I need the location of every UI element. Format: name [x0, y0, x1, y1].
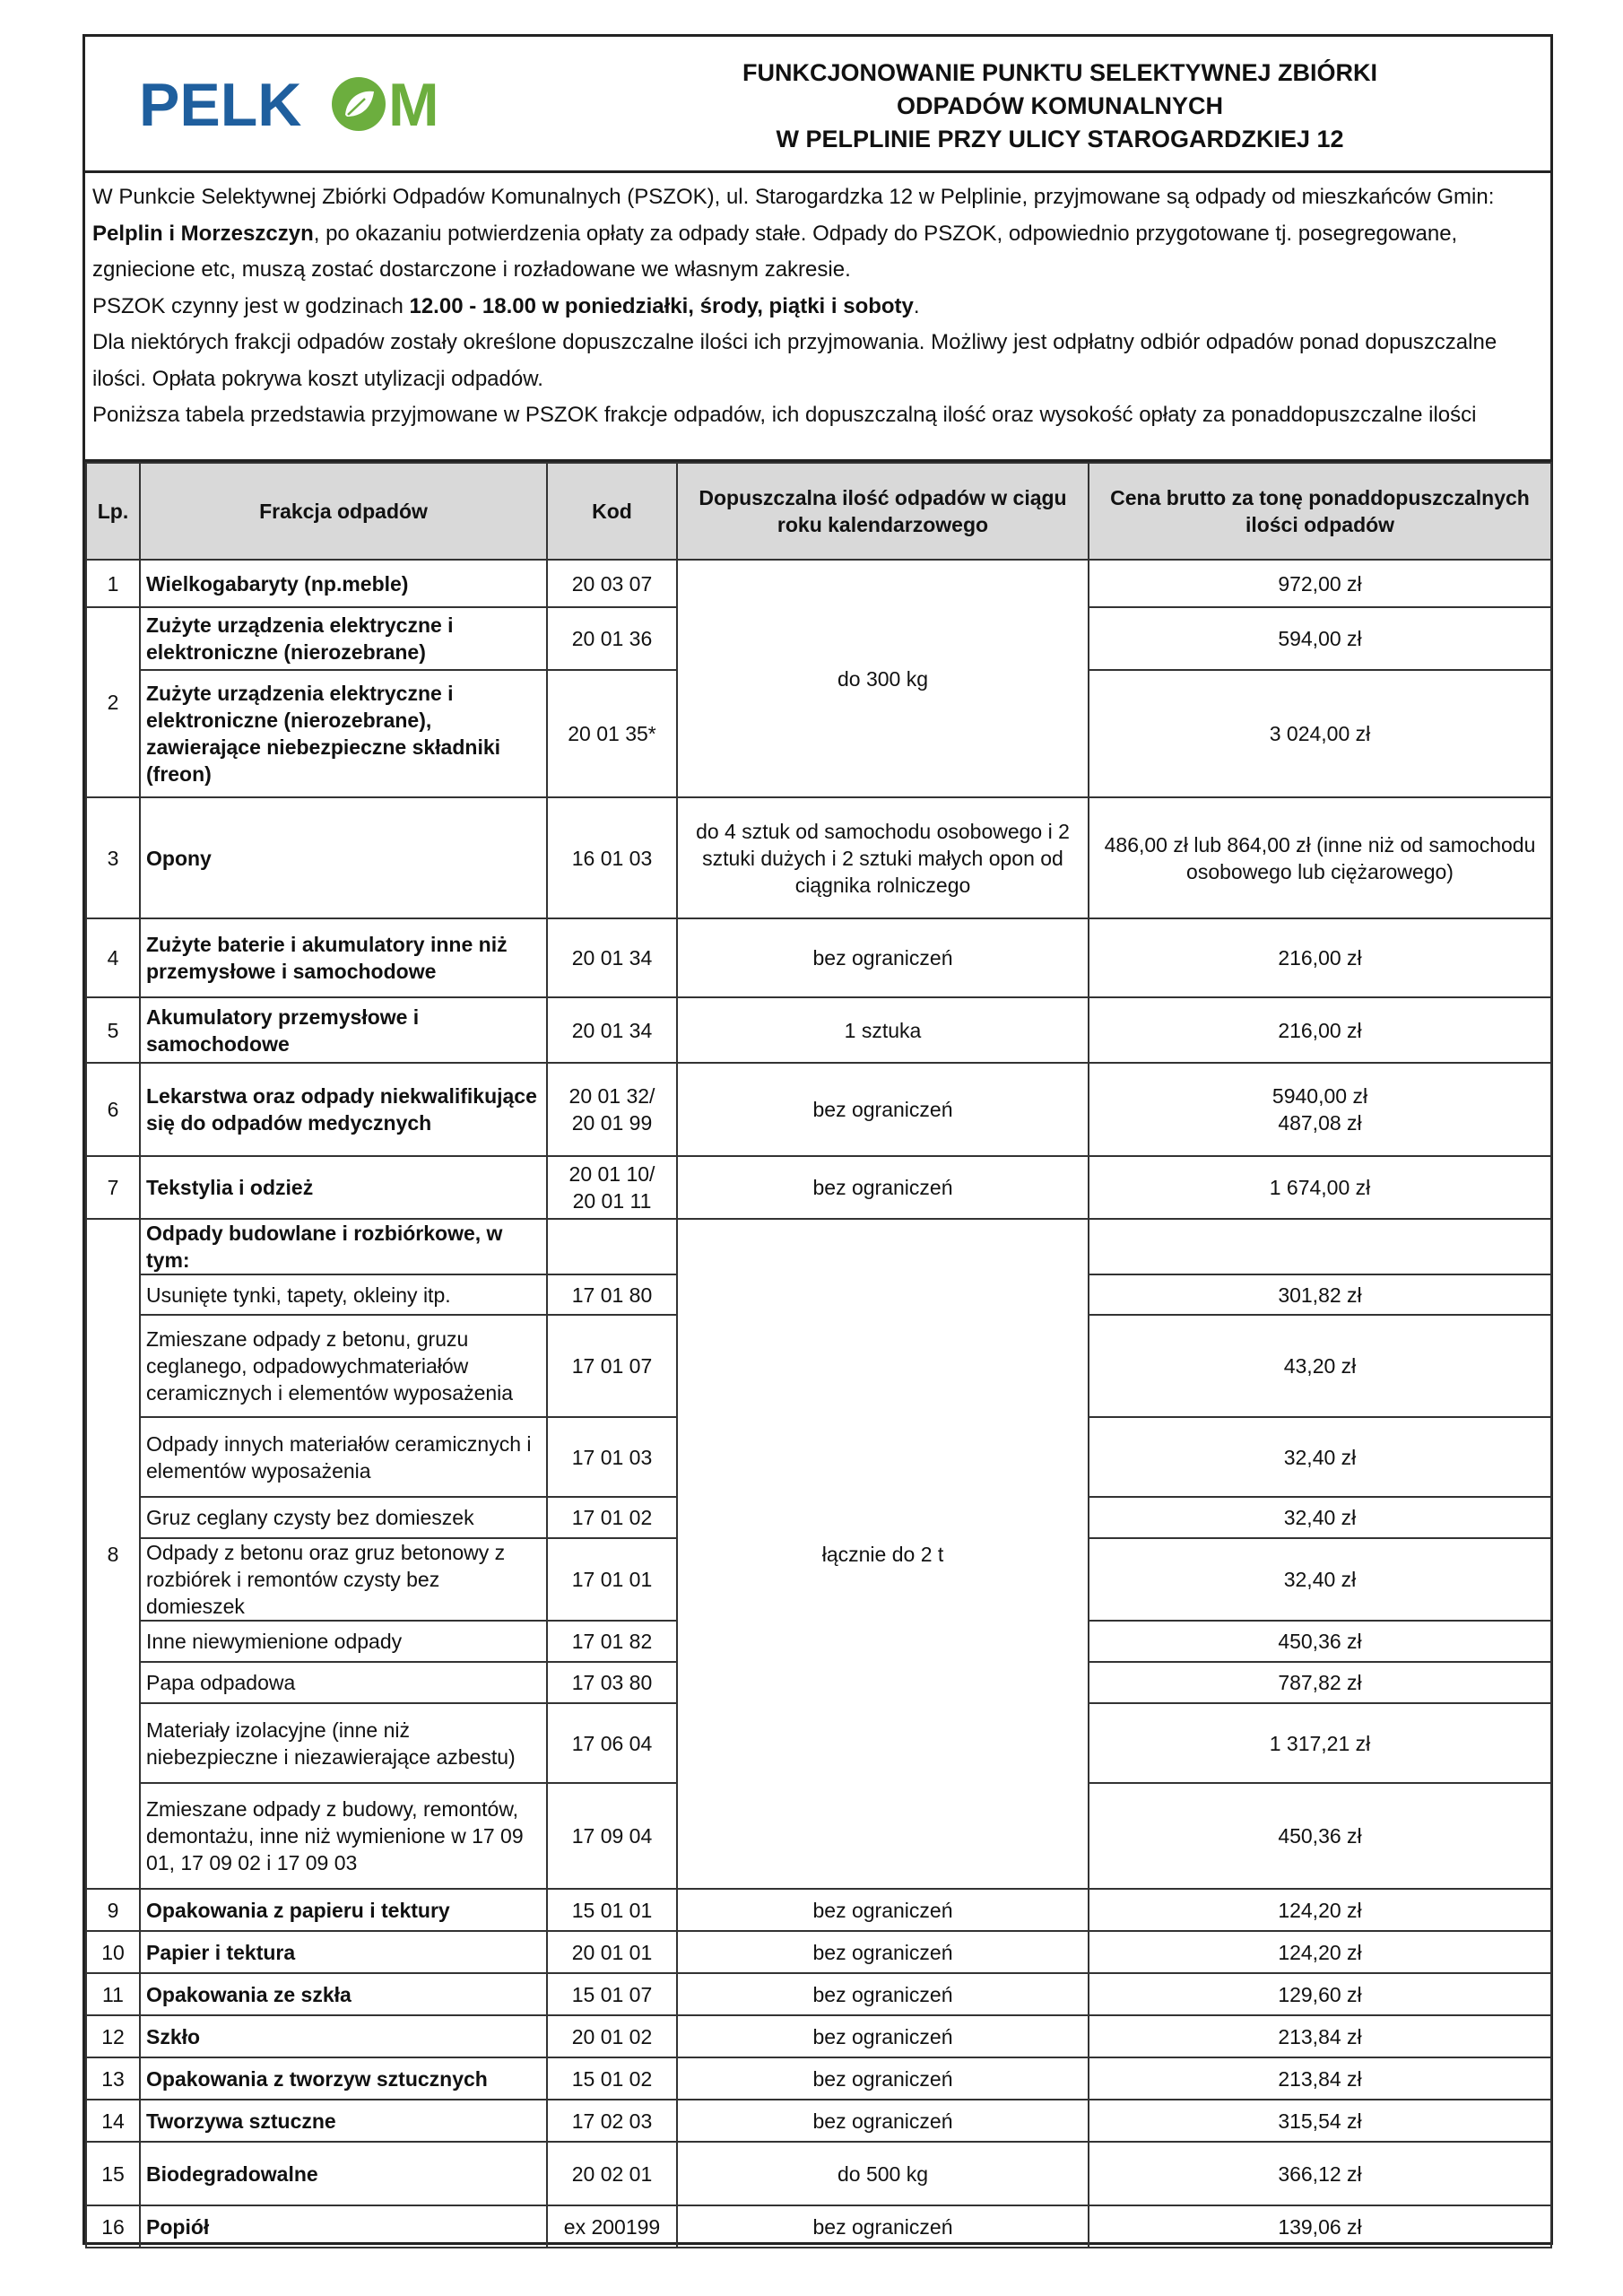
cell-limit: do 500 kg: [677, 2142, 1089, 2205]
table-row: [86, 2100, 1551, 2142]
cell-fraction: Materiały izolacyjne (inne niż niebezpieczne i niezawierające azbestu): [140, 1703, 547, 1783]
cell-price: 787,82 zł: [1089, 1662, 1551, 1703]
cell-code: 20 01 01: [547, 1931, 677, 1973]
cell-price: 972,00 zł: [1089, 560, 1551, 607]
cell-price: 1 674,00 zł: [1089, 1156, 1551, 1219]
cell-lp: 3: [86, 797, 140, 918]
cell-code: 17 01 07: [547, 1315, 677, 1417]
cell-price: 129,60 zł: [1089, 1973, 1551, 2015]
col-header-price: Cena brutto za tonę ponaddopuszczalnych ilości odpadów: [1089, 463, 1551, 560]
cell-code: 17 01 03: [547, 1417, 677, 1497]
cell-code: 15 01 07: [547, 1973, 677, 2015]
cell-code: 17 09 04: [547, 1783, 677, 1889]
cell-code: [547, 1156, 677, 1219]
cell-limit: bez ograniczeń: [677, 1156, 1089, 1219]
title-line: W PELPLINIE PRZY ULICY STAROGARDZKIEJ 12: [776, 126, 1344, 152]
cell-fraction: Gruz ceglany czysty bez domieszek: [140, 1497, 547, 1538]
cell-price: 32,40 zł: [1089, 1497, 1551, 1538]
cell-price: 3 024,00 zł: [1089, 670, 1551, 797]
cell-limit: bez ograniczeń: [677, 2057, 1089, 2100]
document-header: [85, 37, 1550, 173]
cell-fraction: Zmieszane odpady z betonu, gruzu ceglanego, odpadowychmateriałów ceramicznych i elementów wyposażenia: [140, 1315, 547, 1417]
cell-limit: 1 sztuka: [677, 997, 1089, 1063]
cell-fraction: Popiół: [140, 2205, 547, 2248]
intro-text-span: W Punkcie Selektywnej Zbiórki Odpadów Komunalnych (PSZOK), ul. Starogardzka 12 w Pelplinie, przyjmowane są odpady od mieszkańców Gmin:: [92, 185, 1495, 209]
cell-code: 17 01 01: [547, 1538, 677, 1621]
cell-price: [1089, 1219, 1551, 1274]
cell-price: 32,40 zł: [1089, 1417, 1551, 1497]
cell-fraction: Papa odpadowa: [140, 1662, 547, 1703]
table-row: [86, 1931, 1551, 1973]
cell-code: [547, 1219, 677, 1274]
cell-limit: bez ograniczeń: [677, 2100, 1089, 2142]
code-line: 20 01 11: [572, 1189, 652, 1213]
intro-paragraph: Poniższa tabela przedstawia przyjmowane w PSZOK frakcje odpadów, ich dopuszczalną ilość oraz wysokość opłaty za ponaddopuszczalne ilości: [92, 403, 1477, 427]
cell-code: 15 01 02: [547, 2057, 677, 2100]
cell-limit: bez ograniczeń: [677, 1063, 1089, 1156]
col-header-limit: Dopuszczalna ilość odpadów w ciągu roku kalendarzowego: [677, 463, 1089, 560]
cell-code: ex 200199: [547, 2205, 677, 2248]
pelkom-logo: [139, 68, 471, 140]
cell-fraction: Inne niewymienione odpady: [140, 1621, 547, 1662]
code-line: 20 01 99: [571, 1111, 653, 1135]
cell-lp: 6: [86, 1063, 140, 1156]
cell-price: 43,20 zł: [1089, 1315, 1551, 1417]
code-line: 20 01 10/: [568, 1162, 655, 1186]
cell-limit: do 4 sztuk od samochodu osobowego i 2 sztuki dużych i 2 sztuki małych opon od ciągnika rolniczego: [677, 797, 1089, 918]
cell-price: 1 317,21 zł: [1089, 1703, 1551, 1783]
cell-price: 315,54 zł: [1089, 2100, 1551, 2142]
cell-lp: 4: [86, 918, 140, 997]
cell-code: 17 01 02: [547, 1497, 677, 1538]
cell-lp: 7: [86, 1156, 140, 1219]
document-frame: [82, 34, 1553, 2245]
cell-fraction: Zmieszane odpady z budowy, remontów, demontażu, inne niż wymienione w 17 09 01, 17 09 02 i 17 09 03: [140, 1783, 547, 1889]
intro-bold-span: 12.00 - 18.00 w poniedziałki, środy, piątki i soboty: [409, 293, 914, 318]
cell-code: 17 03 80: [547, 1662, 677, 1703]
cell-fraction: Szkło: [140, 2015, 547, 2057]
cell-price: 216,00 zł: [1089, 997, 1551, 1063]
table-row: [86, 1973, 1551, 2015]
title-line: FUNKCJONOWANIE PUNKTU SELEKTYWNEJ ZBIÓRKI: [742, 59, 1378, 86]
table-row: [86, 2142, 1551, 2205]
cell-lp: 5: [86, 997, 140, 1063]
cell-price: 139,06 zł: [1089, 2205, 1551, 2248]
cell-code: 20 01 36: [547, 607, 677, 670]
cell-code: 20 01 35*: [547, 670, 677, 797]
cell-lp: 12: [86, 2015, 140, 2057]
cell-fraction: Lekarstwa oraz odpady niekwalifikujące się do odpadów medycznych: [140, 1063, 547, 1156]
intro-paragraph: [92, 179, 1541, 289]
cell-code: 20 03 07: [547, 560, 677, 607]
cell-code: 16 01 03: [547, 797, 677, 918]
cell-price: 124,20 zł: [1089, 1889, 1551, 1931]
cell-fraction: Opakowania z papieru i tektury: [140, 1889, 547, 1931]
cell-fraction: Papier i tektura: [140, 1931, 547, 1973]
cell-lp: 2: [86, 607, 140, 797]
table-row: [86, 1219, 1551, 1274]
cell-limit: łącznie do 2 t: [677, 1219, 1089, 1889]
intro-paragraph: Dla niektórych frakcji odpadów zostały określone dopuszczalne ilości ich przyjmowania. Możliwy jest odpłatny odbiór odpadów ponad dopuszczalne ilości. Opłata pokrywa koszt utylizacji odpadów.: [92, 330, 1497, 391]
table-row: [86, 797, 1551, 918]
col-header-lp: Lp.: [86, 463, 140, 560]
cell-code: 17 06 04: [547, 1703, 677, 1783]
table-row: [86, 918, 1551, 997]
cell-price: 32,40 zł: [1089, 1538, 1551, 1621]
cell-limit: bez ograniczeń: [677, 1973, 1089, 2015]
table-row: [86, 1063, 1551, 1156]
cell-lp: 8: [86, 1219, 140, 1889]
cell-fraction: Usunięte tynki, tapety, okleiny itp.: [140, 1274, 547, 1315]
cell-price: 301,82 zł: [1089, 1274, 1551, 1315]
cell-code: 17 02 03: [547, 2100, 677, 2142]
svg-text:PELK: PELK: [139, 71, 302, 139]
cell-price: 366,12 zł: [1089, 2142, 1551, 2205]
cell-limit: bez ograniczeń: [677, 1931, 1089, 1973]
cell-price: 216,00 zł: [1089, 918, 1551, 997]
cell-code: 17 01 80: [547, 1274, 677, 1315]
cell-limit: do 300 kg: [677, 560, 1089, 797]
cell-price: 213,84 zł: [1089, 2057, 1551, 2100]
cell-code: 15 01 01: [547, 1889, 677, 1931]
cell-limit: bez ograniczeń: [677, 1889, 1089, 1931]
intro-paragraph: [92, 289, 1541, 326]
page-title: [587, 57, 1532, 156]
table-row: [86, 2015, 1551, 2057]
intro-text-span: , po okazaniu potwierdzenia opłaty za odpady stałe. Odpady do PSZOK, odpowiednio przygotowane tj. posegregowane, zgniecione etc, muszą zostać dostarczone i rozładowane we własnym zakresie.: [92, 221, 1458, 282]
code-line: 20 01 32/: [568, 1084, 655, 1108]
cell-code: 20 01 02: [547, 2015, 677, 2057]
cell-price: 450,36 zł: [1089, 1783, 1551, 1889]
cell-fraction: Zużyte baterie i akumulatory inne niż przemysłowe i samochodowe: [140, 918, 547, 997]
price-line: 5940,00 zł: [1271, 1084, 1368, 1108]
intro-text-span: PSZOK czynny jest w godzinach: [92, 293, 410, 318]
table-header-row: [86, 463, 1551, 560]
cell-lp: 9: [86, 1889, 140, 1931]
cell-fraction: Tekstylia i odzież: [140, 1156, 547, 1219]
cell-fraction: Tworzywa sztuczne: [140, 2100, 547, 2142]
cell-code: 20 02 01: [547, 2142, 677, 2205]
cell-lp: 16: [86, 2205, 140, 2248]
cell-code: 20 01 34: [547, 997, 677, 1063]
cell-fraction: Opakowania ze szkła: [140, 1973, 547, 2015]
cell-fraction: Akumulatory przemysłowe i samochodowe: [140, 997, 547, 1063]
cell-code: [547, 1063, 677, 1156]
col-header-code: Kod: [547, 463, 677, 560]
waste-table: [85, 462, 1552, 2248]
cell-lp: 1: [86, 560, 140, 607]
cell-fraction: Opony: [140, 797, 547, 918]
cell-lp: 15: [86, 2142, 140, 2205]
cell-price: 124,20 zł: [1089, 1931, 1551, 1973]
intro-text-span: .: [913, 293, 920, 318]
table-row: [86, 560, 1551, 607]
cell-fraction: Odpady z betonu oraz gruz betonowy z rozbiórek i remontów czysty bez domieszek: [140, 1538, 547, 1621]
price-line: 487,08 zł: [1278, 1111, 1362, 1135]
cell-lp: 10: [86, 1931, 140, 1973]
table-row: [86, 2205, 1551, 2248]
col-header-fraction: Frakcja odpadów: [140, 463, 547, 560]
cell-lp: 11: [86, 1973, 140, 2015]
cell-code: 20 01 34: [547, 918, 677, 997]
cell-group-heading: Odpady budowlane i rozbiórkowe, w tym:: [140, 1219, 547, 1274]
table-row: [86, 1889, 1551, 1931]
cell-code: 17 01 82: [547, 1621, 677, 1662]
table-row: [86, 1156, 1551, 1219]
cell-limit: bez ograniczeń: [677, 918, 1089, 997]
cell-price: 450,36 zł: [1089, 1621, 1551, 1662]
cell-price: 486,00 zł lub 864,00 zł (inne niż od samochodu osobowego lub ciężarowego): [1089, 797, 1551, 918]
cell-limit: bez ograniczeń: [677, 2015, 1089, 2057]
cell-fraction: Wielkogabaryty (np.meble): [140, 560, 547, 607]
title-line: ODPADÓW KOMUNALNYCH: [897, 92, 1223, 119]
cell-limit: bez ograniczeń: [677, 2205, 1089, 2248]
intro-text: [85, 173, 1550, 462]
svg-text:M: M: [388, 71, 439, 139]
cell-price: [1089, 1063, 1551, 1156]
cell-price: 213,84 zł: [1089, 2015, 1551, 2057]
cell-lp: 14: [86, 2100, 140, 2142]
cell-fraction: Zużyte urządzenia elektryczne i elektroniczne (nierozebrane): [140, 607, 547, 670]
table-row: [86, 997, 1551, 1063]
cell-fraction: Biodegradowalne: [140, 2142, 547, 2205]
table-row: [86, 2057, 1551, 2100]
cell-price: 594,00 zł: [1089, 607, 1551, 670]
intro-bold-span: Pelplin i Morzeszczyn: [92, 221, 314, 246]
cell-fraction: Opakowania z tworzyw sztucznych: [140, 2057, 547, 2100]
cell-lp: 13: [86, 2057, 140, 2100]
cell-fraction: Odpady innych materiałów ceramicznych i elementów wyposażenia: [140, 1417, 547, 1497]
cell-fraction: Zużyte urządzenia elektryczne i elektroniczne (nierozebrane), zawierające niebezpieczne składniki (freon): [140, 670, 547, 797]
